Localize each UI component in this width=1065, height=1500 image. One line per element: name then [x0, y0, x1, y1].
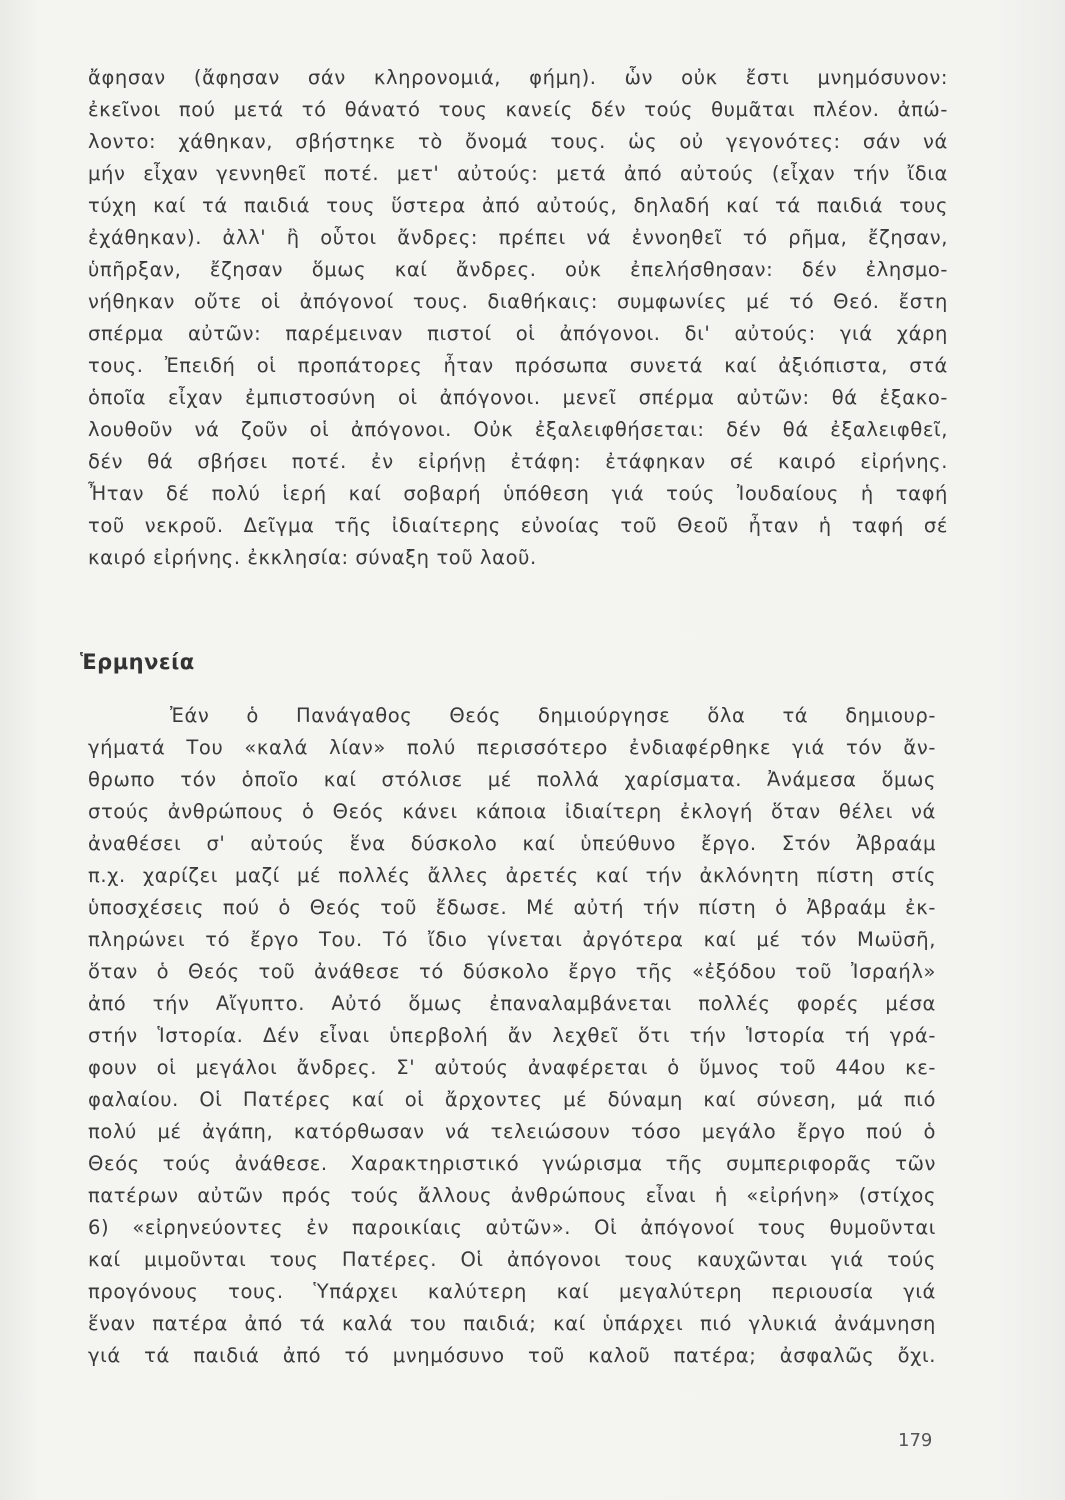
- commentary-line: νήθηκαν οὔτε οἱ ἀπόγονοί τους. διαθήκαις: συμφωνίες μέ τό Θεό. ἔστη: [88, 290, 948, 313]
- commentary-line: δέν θά σβήσει ποτέ. ἐν εἰρήνῃ ἐτάφη: ἐτάφηκαν σέ καιρό εἰρήνης.: [88, 450, 948, 473]
- interpretation-line: ἕναν πατέρα ἀπό τά καλά του παιδιά; καί ὑπάρχει πιό γλυκιά ἀνάμνηση: [88, 1312, 936, 1335]
- interpretation-line: πολύ μέ ἀγάπη, κατόρθωσαν νά τελειώσουν τόσο μεγάλο ἔργο πού ὁ: [88, 1120, 936, 1143]
- commentary-paragraph: [88, 62, 948, 574]
- interpretation-line: π.χ. χαρίζει μαζί μέ πολλές ἄλλες ἀρετές καί τήν ἀκλόνητη πίστη στίς: [88, 864, 936, 887]
- interpretation-line: ἀπό τήν Αἴγυπτο. Αὐτό ὅμως ἐπαναλαμβάνεται πολλές φορές μέσα: [88, 992, 936, 1015]
- commentary-line: μήν εἶχαν γεννηθεῖ ποτέ. μετ' αὐτούς: μετά ἀπό αὐτούς (εἶχαν τήν ἴδια: [88, 162, 948, 185]
- interpretation-line: πληρώνει τό ἔργο Του. Τό ἴδιο γίνεται ἀργότερα καί μέ τόν Μωϋσῆ,: [88, 928, 936, 951]
- interpretation-line: ὑποσχέσεις πού ὁ Θεός τοῦ ἔδωσε. Μέ αὐτή τήν πίστη ὁ Ἀβραάμ ἐκ-: [88, 896, 936, 919]
- interpretation-line: καί μιμοῦνται τους Πατέρες. Οἱ ἀπόγονοι τους καυχῶνται γιά τούς: [88, 1248, 936, 1271]
- interpretation-line: στήν Ἱστορία. Δέν εἶναι ὑπερβολή ἄν λεχθεῖ ὅτι τήν Ἱστορία τή γρά-: [88, 1024, 936, 1047]
- interpretation-line: πατέρων αὐτῶν πρός τούς ἄλλους ἀνθρώπους εἶναι ἡ «εἰρήνη» (στίχος: [88, 1184, 936, 1207]
- interpretation-paragraph: [88, 700, 936, 1372]
- commentary-line: ὑπῆρξαν, ἔζησαν ὅμως καί ἄνδρες. οὐκ ἐπελήσθησαν: δέν ἐλησμο-: [88, 258, 948, 281]
- interpretation-line: στούς ἀνθρώπους ὁ Θεός κάνει κάποια ἰδιαίτερη ἐκλογή ὅταν θέλει νά: [88, 800, 936, 823]
- commentary-line: σπέρμα αὐτῶν: παρέμειναν πιστοί οἱ ἀπόγονοι. δι' αὐτούς: γιά χάρη: [88, 322, 948, 345]
- commentary-line: τοῦ νεκροῦ. Δεῖγμα τῆς ἰδιαίτερης εὐνοίας τοῦ Θεοῦ ἦταν ἡ ταφή σέ: [88, 514, 948, 537]
- commentary-line: ἐχάθηκαν). ἀλλ' ἢ οὗτοι ἄνδρες: πρέπει νά ἐννοηθεῖ τό ρῆμα, ἔζησαν,: [88, 226, 948, 249]
- commentary-line: λουθοῦν νά ζοῦν οἱ ἀπόγονοι. Οὐκ ἐξαλειφθήσεται: δέν θά ἐξαλειφθεῖ,: [88, 418, 948, 441]
- section-heading: Ἑρμηνεία: [80, 650, 195, 674]
- interpretation-line: 6) «εἰρηνεύοντες ἐν παροικίαις αὐτῶν». Οἱ ἀπόγονοί τους θυμοῦνται: [88, 1216, 936, 1239]
- commentary-line: καιρό εἰρήνης. ἐκκλησία: σύναξη τοῦ λαοῦ.: [88, 546, 537, 569]
- interpretation-line: ἀναθέσει σ' αὐτούς ἕνα δύσκολο καί ὑπεύθυνο ἔργο. Στόν Ἀβραάμ: [88, 832, 936, 855]
- interpretation-line: ὅταν ὁ Θεός τοῦ ἀνάθεσε τό δύσκολο ἔργο τῆς «ἐξόδου τοῦ Ἰσραήλ»: [88, 960, 936, 983]
- interpretation-line: γήματά Του «καλά λίαν» πολύ περισσότερο ἐνδιαφέρθηκε γιά τόν ἄν-: [88, 736, 936, 759]
- commentary-line: λοντο: χάθηκαν, σβήστηκε τὸ ὄνομά τους. ὡς οὐ γεγονότες: σάν νά: [88, 130, 948, 153]
- interpretation-line: Ἐάν ὁ Πανάγαθος Θεός δημιούργησε ὅλα τά δημιουρ-: [170, 704, 936, 727]
- interpretation-line: θρωπο τόν ὁποῖο καί στόλισε μέ πολλά χαρίσματα. Ἀνάμεσα ὅμως: [88, 768, 936, 791]
- commentary-line: ὁποῖα εἶχαν ἐμπιστοσύνη οἱ ἀπόγονοι. μενεῖ σπέρμα αὐτῶν: θά ἐξακο-: [88, 386, 948, 409]
- interpretation-line: φαλαίου. Οἱ Πατέρες καί οἱ ἄρχοντες μέ δύναμη καί σύνεση, μά πιό: [88, 1088, 936, 1111]
- commentary-line: ἐκεῖνοι πού μετά τό θάνατό τους κανείς δέν τούς θυμᾶται πλέον. ἀπώ-: [88, 98, 948, 121]
- commentary-line: τύχη καί τά παιδιά τους ὕστερα ἀπό αὐτούς, δηλαδή καί τά παιδιά τους: [88, 194, 948, 217]
- interpretation-line: φουν οἱ μεγάλοι ἄνδρες. Σ' αὐτούς ἀναφέρεται ὁ ὕμνος τοῦ 44ου κε-: [88, 1056, 936, 1079]
- commentary-line: Ἦταν δέ πολύ ἱερή καί σοβαρή ὑπόθεση γιά τούς Ἰουδαίους ἡ ταφή: [88, 482, 948, 505]
- interpretation-line: προγόνους τους. Ὑπάρχει καλύτερη καί μεγαλύτερη περιουσία γιά: [88, 1280, 936, 1303]
- page-number: 179: [898, 1430, 933, 1451]
- commentary-line: τους. Ἐπειδή οἱ προπάτορες ἦταν πρόσωπα συνετά καί ἀξιόπιστα, στά: [88, 354, 948, 377]
- interpretation-line: γιά τά παιδιά ἀπό τό μνημόσυνο τοῦ καλοῦ πατέρα; ἀσφαλῶς ὄχι.: [88, 1344, 936, 1367]
- interpretation-line: Θεός τούς ἀνάθεσε. Χαρακτηριστικό γνώρισμα τῆς συμπεριφορᾶς τῶν: [88, 1152, 936, 1175]
- commentary-line: ἄφησαν (ἄφησαν σάν κληρονομιά, φήμη). ὧν οὐκ ἔστι μνημόσυνον:: [88, 66, 948, 89]
